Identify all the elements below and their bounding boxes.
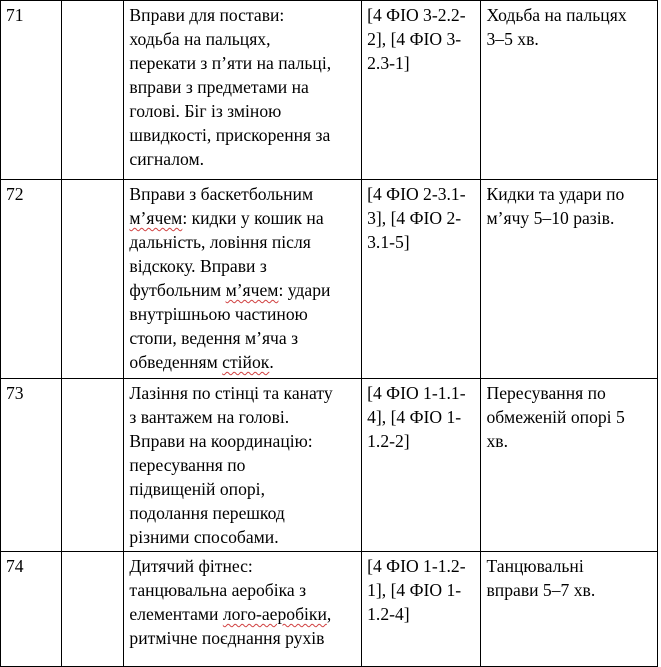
note-line: Пересування по [486, 383, 606, 403]
content-line: дальність, ловіння після [129, 232, 311, 252]
spell-underlined-word: стійок [222, 352, 270, 372]
code-line: 1.2-2] [367, 431, 410, 451]
exercise-content-cell [124, 552, 362, 667]
content-line [129, 602, 356, 626]
lesson-number-cell [1, 180, 62, 379]
text-fragment: футбольним [129, 280, 226, 300]
table-row [1, 1, 658, 180]
curriculum-code-cell [362, 552, 481, 667]
note-line: хв. [486, 431, 508, 451]
code-line: 3.1-5] [367, 232, 410, 252]
content-line: внутрішньою частиною [129, 304, 308, 324]
content-line: Лазіння по стінці та канату [129, 383, 333, 403]
content-line: з вантажем на голові. [129, 407, 290, 427]
content-line: Вправи на координацію: [129, 431, 313, 451]
text-fragment: . [269, 352, 274, 372]
lesson-number-cell [1, 552, 62, 667]
empty-cell [62, 552, 124, 667]
curriculum-code-cell [362, 1, 481, 180]
content-line: вправи з предметами на [129, 77, 309, 97]
note-line: обмеженій опорі 5 [486, 407, 625, 427]
spell-underlined-word: лого-аеробіки [222, 604, 327, 624]
note-line: Кидки та удари по [486, 184, 625, 204]
table-row [1, 379, 658, 552]
note-line: м’ячу 5–10 разів. [486, 208, 615, 228]
content-line: стопи, ведення м’яча з [129, 328, 299, 348]
content-line [129, 278, 356, 302]
code-line: 1.2-4] [367, 604, 410, 624]
note-cell [481, 1, 658, 180]
text-fragment: , [326, 604, 332, 624]
table-row [1, 552, 658, 667]
content-line: підвищеній опорі, [129, 479, 265, 499]
lesson-number-cell [1, 379, 62, 552]
content-line: швидкості, прискорення за [129, 125, 331, 145]
content-line: Вправи для постави: [129, 5, 285, 25]
note-cell [481, 379, 658, 552]
curriculum-code-cell [362, 180, 481, 379]
code-line: 4], [4 ФІО 1- [367, 407, 462, 427]
note-cell [481, 552, 658, 667]
content-line: Вправи з баскетбольним [129, 184, 314, 204]
text-fragment: : кидки у кошик на [182, 208, 324, 228]
note-line: Танцювальні [486, 556, 584, 576]
content-line: відскоку. Вправи з [129, 256, 267, 276]
content-line: ритмічне поєднання рухів [129, 628, 325, 648]
note-line: вправи 5–7 хв. [486, 580, 596, 600]
code-line: 1], [4 ФІО 1- [367, 580, 462, 600]
code-line: [4 ФІО 1-1.1- [367, 383, 466, 403]
text-fragment: елементами [129, 604, 223, 624]
lesson-number: 74 [6, 556, 24, 576]
content-line: ходьба на пальцях, [129, 29, 271, 49]
code-line: 2], [4 ФІО 3- [367, 29, 462, 49]
lesson-number-cell [1, 1, 62, 180]
content-line: різними способами. [129, 527, 279, 547]
note-cell [481, 180, 658, 379]
text-fragment: : удари [278, 280, 331, 300]
note-line: Ходьба на пальцях [486, 5, 627, 25]
exercise-content-cell [124, 1, 362, 180]
lesson-number: 73 [6, 383, 24, 403]
empty-cell [62, 180, 124, 379]
code-line: [4 ФІО 3-2.2- [367, 5, 466, 25]
content-line [129, 206, 356, 230]
spell-underlined-word: м’ячем [225, 280, 279, 300]
content-line: голові. Біг із зміною [129, 101, 282, 121]
lesson-number: 72 [6, 184, 24, 204]
content-line: сигналом. [129, 149, 205, 169]
text-fragment: обведенням [129, 352, 223, 372]
table-row [1, 180, 658, 379]
code-line: [4 ФІО 1-1.2- [367, 556, 466, 576]
note-line: 3–5 хв. [486, 29, 539, 49]
content-line: подолання перешкод [129, 503, 285, 523]
content-line: танцювальна аеробіка з [129, 580, 307, 600]
spell-underlined-word: м’ячем [129, 208, 183, 228]
lesson-number: 71 [6, 5, 24, 25]
content-line [129, 350, 356, 374]
exercise-content-cell [124, 180, 362, 379]
code-line: [4 ФІО 2-3.1- [367, 184, 466, 204]
exercise-content-cell [124, 379, 362, 552]
empty-cell [62, 1, 124, 180]
content-line: перекати з п’яти на пальці, [129, 53, 332, 73]
code-line: 3], [4 ФІО 2- [367, 208, 462, 228]
empty-cell [62, 379, 124, 552]
curriculum-code-cell [362, 379, 481, 552]
content-line: пересування по [129, 455, 246, 475]
content-line: Дитячий фітнес: [129, 556, 253, 576]
code-line: 2.3-1] [367, 53, 410, 73]
